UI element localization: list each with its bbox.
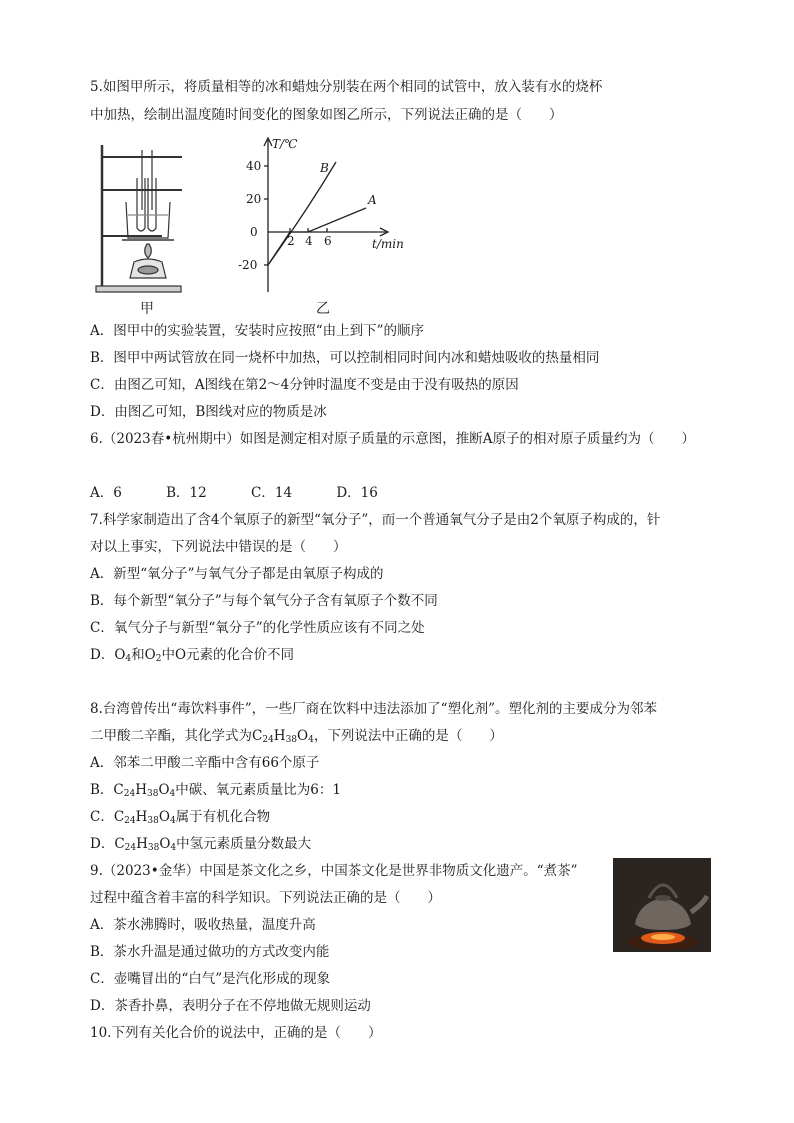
graph-x-tick-4: 4 xyxy=(305,234,313,248)
graph-y-tick-40: 40 xyxy=(246,159,262,173)
q8-option-c: C．$C_{24}H_{38}O_4$属于有机化合物 xyxy=(90,809,271,826)
q8-option-a: A．邻苯二甲酸二辛酯中含有66个原子 xyxy=(90,755,320,771)
q6-stem: 6.（2023春•杭州期中）如图是测定相对原子质量的示意图，推断A原子的相对原子质量约为（ ） xyxy=(90,431,695,447)
q8-stem-line1: 8.台湾曾传出“毒饮料事件”，一些厂商在饮料中违法添加了“塑化剂”。塑化剂的主要成分为邻苯 xyxy=(90,701,657,717)
q6-choice-b: B．12 xyxy=(166,485,207,501)
q5-option-d: D．由图乙可知，B图线对应的物质是冰 xyxy=(90,404,327,420)
q7-stem-line1: 7.科学家制造出了含4个氧原子的新型“氧分子”，而一个普通氧气分子是由2个氧原子构成的，针 xyxy=(90,512,661,528)
q6-choice-c: C．14 xyxy=(251,485,293,501)
q10-stem: 10.下列有关化合价的说法中，正确的是（ ） xyxy=(90,1025,382,1041)
q6-choice-d: D．16 xyxy=(336,485,378,501)
q9-option-b: B．茶水升温是通过做功的方式改变内能 xyxy=(90,944,330,960)
teapot-photo xyxy=(613,858,711,952)
graph-x-tick-6: 6 xyxy=(324,234,332,248)
q6-choices xyxy=(90,484,418,502)
q8-stem-line2: 二甲酸二辛酯，其化学式为$C_{24}H_{38}O_4$，下列说法中正确的是（ ） xyxy=(90,728,503,745)
q9-stem-line2: 过程中蕴含着丰富的科学知识。下列说法正确的是（ ） xyxy=(90,890,441,906)
q8-option-b: B．$C_{24}H_{38}O_4$中碳、氧元素质量比为6：1 xyxy=(90,782,341,799)
q9-option-c: C．壶嘴冒出的“白气”是汽化形成的现象 xyxy=(90,971,331,987)
q5-stem-line1: 5.如图甲所示，将质量相等的冰和蜡烛分别装在两个相同的试管中，放入装有水的烧杯 xyxy=(90,79,603,95)
graph-y-tick-20: 20 xyxy=(246,192,262,206)
q5-stem-line2: 中加热，绘制出温度随时间变化的图象如图乙所示，下列说法正确的是（ ） xyxy=(90,107,563,123)
q6-choice-a: A．6 xyxy=(90,485,122,501)
apparatus-figure xyxy=(92,140,192,298)
q9-option-d: D．茶香扑鼻，表明分子在不停地做无规则运动 xyxy=(90,998,371,1014)
q7-option-b: B．每个新型“氧分子”与每个氧气分子含有氧原子个数不同 xyxy=(90,593,438,609)
graph-y-axis-label: T/℃ xyxy=(272,137,298,151)
q5-option-b: B．图甲中两试管放在同一烧杯中加热，可以控制相同时间内冰和蜡烛吸收的热量相同 xyxy=(90,350,600,366)
curve-a-label: A xyxy=(368,193,377,207)
curve-b-label: B xyxy=(320,161,329,175)
graph-x-axis-label: t/min xyxy=(372,237,404,251)
q7-option-d: D．$O_4$和$O_2$中O元素的化合价不同 xyxy=(90,647,295,664)
graph-x-tick-2: 2 xyxy=(287,234,295,248)
q5-option-c: C．由图乙可知，A图线在第2～4分钟时温度不变是由于没有吸热的原因 xyxy=(90,377,519,393)
q9-stem-line1: 9.（2023•金华）中国是茶文化之乡，中国茶文化是世界非物质文化遗产。“煮茶” xyxy=(90,863,578,879)
q9-option-a: A．茶水沸腾时，吸收热量，温度升高 xyxy=(90,917,316,933)
graph-y-tick-neg20: -20 xyxy=(238,258,258,272)
temperature-time-graph xyxy=(236,132,416,300)
graph-y-tick-0: 0 xyxy=(250,225,258,239)
q7-option-c: C．氧气分子与新型“氧分子”的化学性质应该有不同之处 xyxy=(90,620,425,636)
q5-option-a: A．图甲中的实验装置，安装时应按照“由上到下”的顺序 xyxy=(90,323,425,339)
figure-jia-caption: 甲 xyxy=(140,301,154,317)
q7-stem-line2: 对以上事实，下列说法中错误的是（ ） xyxy=(90,539,347,555)
q7-option-a: A．新型“氧分子”与氧气分子都是由氧原子构成的 xyxy=(90,566,384,582)
q8-option-d: D．$C_{24}H_{38}O_4$中氢元素质量分数最大 xyxy=(90,836,312,853)
figure-yi-caption: 乙 xyxy=(316,301,330,317)
